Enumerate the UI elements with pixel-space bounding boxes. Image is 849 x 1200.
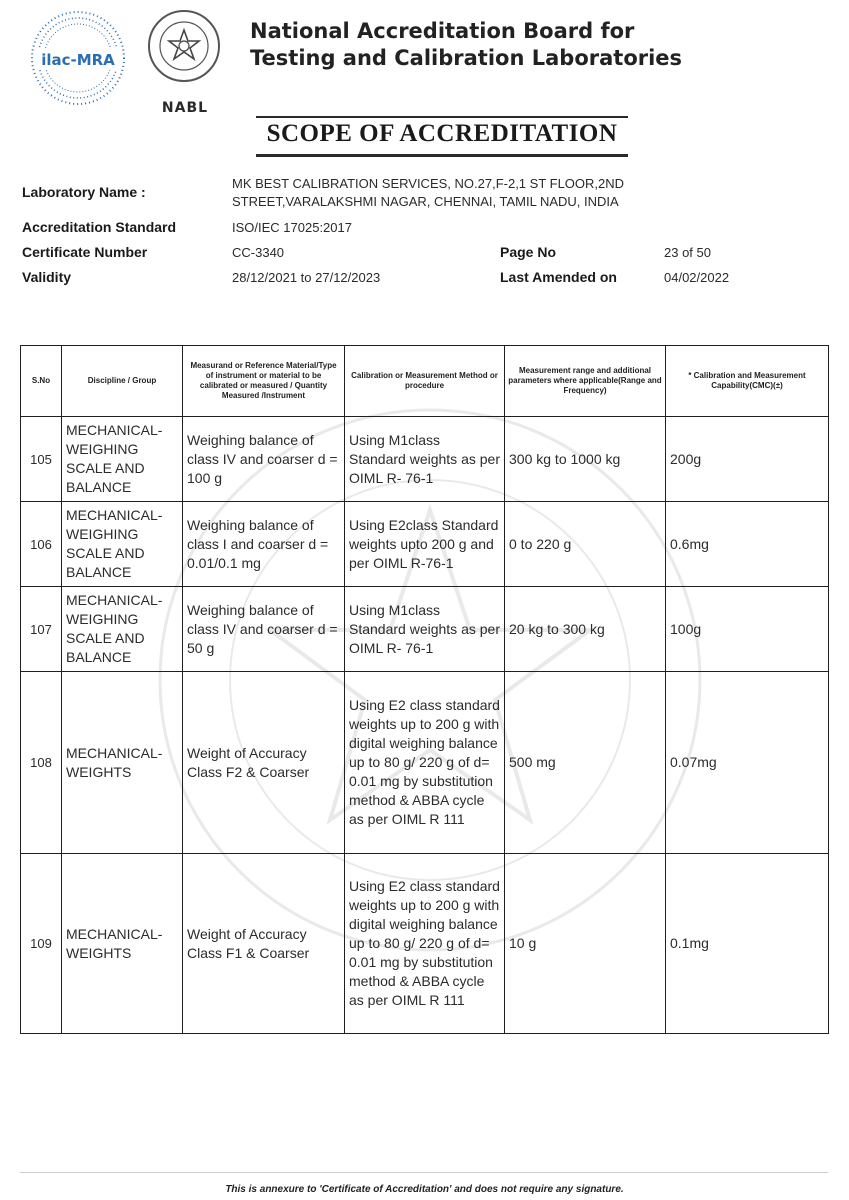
nabl-logo-text: NABL (161, 100, 209, 116)
cell-sno: 109 (21, 854, 62, 1034)
certificate-label: Certificate Number (22, 244, 148, 260)
cell-range: 10 g (505, 854, 666, 1034)
cell-cmc: 100g (666, 587, 829, 672)
board-title-line1: National Accreditation Board for (250, 19, 635, 43)
document-title: SCOPE OF ACCREDITATION (266, 120, 618, 147)
cell-discipline: MECHANICAL-WEIGHTS (62, 672, 183, 854)
amended-label: Last Amended on (500, 269, 617, 285)
lab-name-value (232, 175, 624, 211)
cell-range: 20 kg to 300 kg (505, 587, 666, 672)
cell-range: 500 mg (505, 672, 666, 854)
cell-sno: 107 (21, 587, 62, 672)
cell-sno: 106 (21, 502, 62, 587)
col-header-measurand: Measurand or Reference Material/Type of instrument or material to be calibrated or measured / Quantity Measured /Instrument (183, 346, 345, 417)
cell-method: Using E2 class standard weights up to 200 g with digital weighing balance up to 80 g/ 220 g of d= 0.01 mg by substitution method & ABBA cycle as per OIML R 111 (345, 854, 505, 1034)
lab-name-line2: STREET,VARALAKSHMI NAGAR, CHENNAI, TAMIL NADU, INDIA (232, 194, 619, 209)
col-header-cmc: * Calibration and Measurement Capability(CMC)(±) (666, 346, 829, 417)
cell-measurand: Weight of Accuracy Class F2 & Coarser (183, 672, 345, 854)
table-row (21, 587, 829, 672)
cell-cmc: 200g (666, 417, 829, 502)
cell-method: Using E2class Standard weights upto 200 g and per OIML R-76-1 (345, 502, 505, 587)
standard-label: Accreditation Standard (22, 219, 177, 235)
cell-measurand: Weight of Accuracy Class F1 & Coarser (183, 854, 345, 1034)
page-label: Page No (500, 244, 557, 260)
col-header-method: Calibration or Measurement Method or procedure (345, 346, 505, 417)
cell-measurand: Weighing balance of class IV and coarser d = 100 g (183, 417, 345, 502)
ilac-mra-logo (28, 8, 128, 108)
table-row (21, 854, 829, 1034)
table-row (21, 502, 829, 587)
title-rule-bottom (256, 154, 628, 157)
cell-sno: 108 (21, 672, 62, 854)
certificate-value: CC-3340 (232, 245, 285, 260)
cell-cmc: 0.07mg (666, 672, 829, 854)
footer-note: This is annexure to 'Certificate of Accreditation' and does not require any signature. (225, 1184, 624, 1195)
cell-cmc: 0.6mg (666, 502, 829, 587)
col-header-discipline: Discipline / Group (62, 346, 183, 417)
cell-discipline: MECHANICAL-WEIGHING SCALE AND BALANCE (62, 417, 183, 502)
board-title-line2: Testing and Calibration Laboratories (250, 46, 683, 70)
col-header-sno: S.No (21, 346, 62, 417)
cell-discipline: MECHANICAL-WEIGHTS (62, 854, 183, 1034)
validity-value: 28/12/2021 to 27/12/2023 (232, 270, 381, 285)
footer-divider (20, 1172, 828, 1173)
cell-range: 300 kg to 1000 kg (505, 417, 666, 502)
nabl-seal-logo (146, 8, 222, 84)
cell-measurand: Weighing balance of class I and coarser d = 0.01/0.1 mg (183, 502, 345, 587)
board-title (250, 18, 810, 72)
cell-discipline: MECHANICAL-WEIGHING SCALE AND BALANCE (62, 587, 183, 672)
table-header-row (21, 346, 829, 417)
ilac-logo-text: ilac-MRA (41, 51, 115, 69)
lab-name-label: Laboratory Name : (22, 184, 146, 200)
cell-cmc: 0.1mg (666, 854, 829, 1034)
cell-discipline: MECHANICAL-WEIGHING SCALE AND BALANCE (62, 502, 183, 587)
table-row (21, 672, 829, 854)
cell-method: Using M1class Standard weights as per OIML R- 76-1 (345, 417, 505, 502)
amended-value: 04/02/2022 (664, 270, 730, 285)
scope-table (20, 345, 829, 1034)
validity-label: Validity (22, 269, 72, 285)
cell-sno: 105 (21, 417, 62, 502)
cell-method: Using E2 class standard weights up to 200 g with digital weighing balance up to 80 g/ 220 g of d= 0.01 mg by substitution method & ABBA cycle as per OIML R 111 (345, 672, 505, 854)
cell-method: Using M1class Standard weights as per OIML R- 76-1 (345, 587, 505, 672)
cell-range: 0 to 220 g (505, 502, 666, 587)
table-row (21, 417, 829, 502)
standard-value: ISO/IEC 17025:2017 (232, 220, 352, 235)
col-header-range: Measurement range and additional parameters where applicable(Range and Frequency) (505, 346, 666, 417)
lab-name-line1: MK BEST CALIBRATION SERVICES, NO.27,F-2,1 ST FLOOR,2ND (232, 176, 625, 191)
cell-measurand: Weighing balance of class IV and coarser d = 50 g (183, 587, 345, 672)
page-value: 23 of 50 (664, 245, 711, 260)
